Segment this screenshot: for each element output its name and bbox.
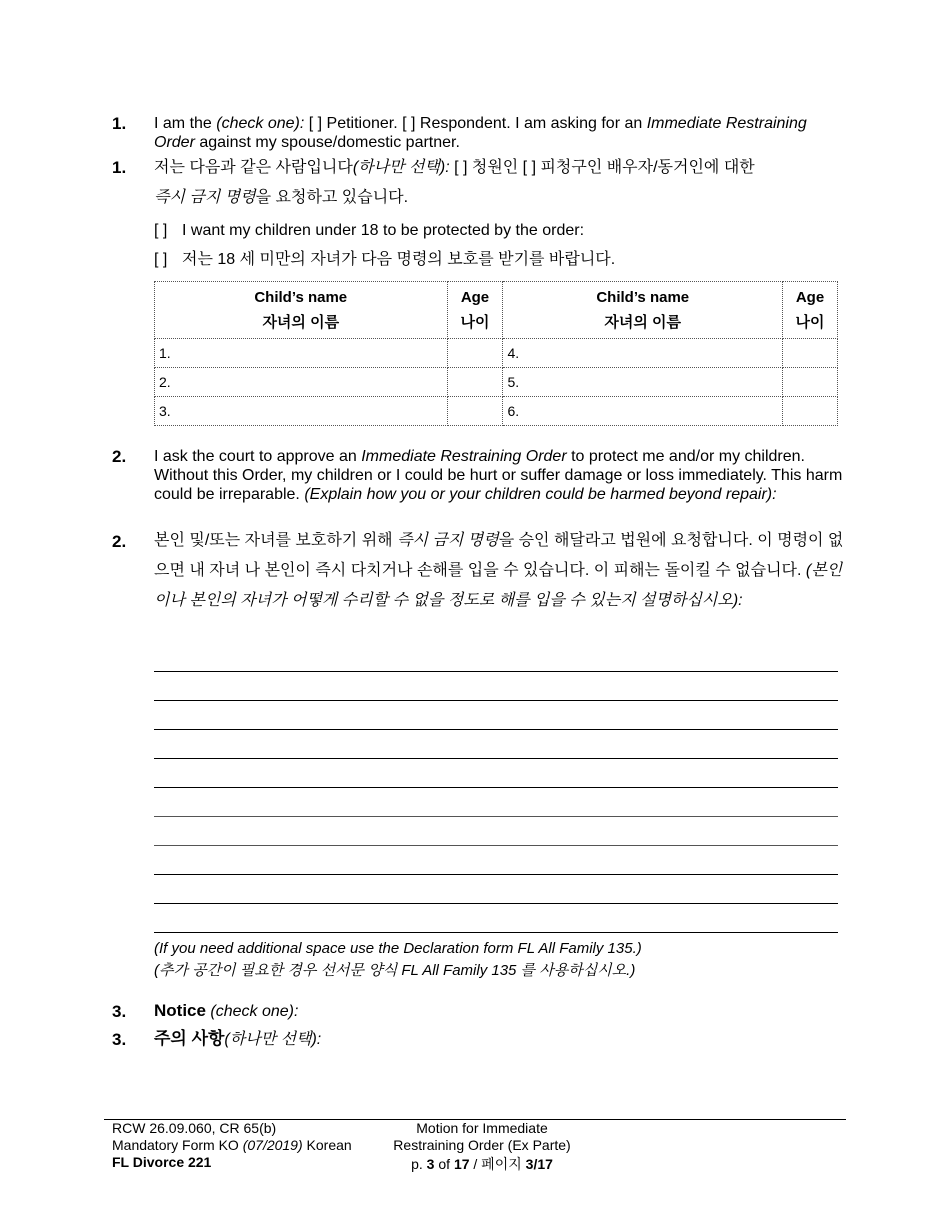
- item2-korean-text: [154, 526, 844, 616]
- item1-ko-part3: 을 요청하고 있습니다.: [255, 189, 409, 206]
- explanation-line[interactable]: [154, 845, 838, 846]
- item1-ko-order: 즉시 금지 명령: [154, 189, 256, 206]
- footer-page-number: p. 3 of 17 / 페이지 3/17: [411, 1156, 553, 1172]
- item2-english-text: [154, 447, 844, 504]
- explanation-line[interactable]: [154, 671, 838, 672]
- item2-en-explain: (Explain how you or your children could be harmed beyond repair):: [304, 486, 777, 503]
- item2-en-part1: I ask the court to approve an: [154, 448, 362, 465]
- item1-ko-part1: 저는 다음과 같은 사람입니다: [154, 159, 353, 176]
- explanation-line[interactable]: [154, 816, 838, 817]
- item3-ko-number: 3.: [112, 1030, 127, 1049]
- additional-space-note: [154, 938, 642, 982]
- children-checkbox-row-en[interactable]: [154, 222, 584, 240]
- note-ko: (추가 공간이 필요한 경우 선서문 양식 FL All Family 135 를 사용하십시오.): [154, 962, 636, 979]
- footer-title-line2: Restraining Order (Ex Parte): [393, 1137, 571, 1153]
- item1-en-part1: I am the: [154, 115, 217, 132]
- item2-number: 2.: [112, 447, 127, 466]
- item1-en-part2: [ ] Petitioner. [ ] Respondent. I am asking for an: [304, 115, 647, 132]
- child-name-field[interactable]: 2.: [155, 368, 448, 397]
- item2-ko-order: 즉시 금지 명령: [397, 532, 499, 549]
- child-age-field[interactable]: [447, 397, 503, 426]
- children-table-header: [155, 282, 838, 339]
- item2-en-part2: to protect me and/or my children. Without this Order, my children or I could be hurt or suffer damage or loss immediately. This harm could be irreparable.: [154, 448, 843, 503]
- header-child-name-2: Child’s name 자녀의 이름: [503, 282, 783, 339]
- explanation-line[interactable]: [154, 729, 838, 730]
- item2-ko-part2: 을 승인 해달라고 법원에 요청합니다. 이 명령이 없으면 내 자녀 나 본인이 즉시 다치거나 손해를 입을 수 있습니다. 이 피해는 돌이킬 수 없습니다.: [154, 532, 844, 579]
- explanation-line[interactable]: [154, 758, 838, 759]
- item1-ko-check-one: (하나만 선택):: [352, 159, 450, 176]
- item1-en-order: Immediate Restraining Order: [154, 115, 807, 151]
- notice-title: Notice: [154, 1001, 206, 1020]
- child-age-field[interactable]: [447, 368, 503, 397]
- item2-ko-part1: 본인 및/또는 자녀를 보호하기 위해: [154, 532, 398, 549]
- explanation-line[interactable]: [154, 700, 838, 701]
- children-checkbox-row-ko[interactable]: [154, 246, 615, 269]
- child-age-field[interactable]: [783, 368, 838, 397]
- table-row: [155, 368, 838, 397]
- item1-ko-number: 1.: [112, 158, 127, 177]
- child-name-field[interactable]: 4.: [503, 339, 783, 368]
- header-age-2: Age 나이: [783, 282, 838, 339]
- item1-ko-part2: [ ] 청원인 [ ] 피청구인 배우자/동거인에 대한: [449, 159, 755, 176]
- child-age-field[interactable]: [447, 339, 503, 368]
- children-checkbox-label-ko: 저는 18 세 미만의 자녀가 다음 명령의 보호를 받기를 바랍니다.: [182, 251, 616, 268]
- item1-number: 1.: [112, 114, 127, 133]
- children-table: [154, 281, 838, 426]
- children-checkbox-label: I want my children under 18 to be protected by the order:: [182, 222, 585, 239]
- item2-ko-explain: (본인이나 본인의 자녀가 어떻게 수리할 수 없을 정도로 해를 입을 수 있는지 설명하십시오):: [154, 562, 843, 609]
- explanation-line[interactable]: [154, 903, 838, 904]
- header-age-1: Age 나이: [447, 282, 503, 339]
- item3-number: 3.: [112, 1002, 127, 1021]
- item2-en-order: Immediate Restraining Order: [361, 448, 567, 465]
- explanation-line[interactable]: [154, 787, 838, 788]
- notice-title-ko: 주의 사항: [154, 1029, 225, 1048]
- child-name-field[interactable]: 5.: [503, 368, 783, 397]
- footer-left: [112, 1120, 352, 1171]
- explanation-line[interactable]: [154, 874, 838, 875]
- table-row: [155, 339, 838, 368]
- item1-en-part3: against my spouse/domestic partner.: [194, 134, 460, 151]
- footer-mandatory-form: Mandatory Form KO (07/2019) Korean: [112, 1137, 352, 1153]
- notice-check-one-ko: (하나만 선택):: [224, 1031, 322, 1048]
- child-age-field[interactable]: [783, 397, 838, 426]
- notice-check-one: (check one):: [205, 1003, 299, 1020]
- item3-english-text: [154, 1001, 844, 1021]
- item1-en-check-one: (check one):: [216, 115, 305, 132]
- child-name-field[interactable]: 1.: [155, 339, 448, 368]
- table-row: [155, 397, 838, 426]
- note-en: (If you need additional space use the Declaration form FL All Family 135.): [154, 940, 642, 957]
- explanation-line[interactable]: [154, 932, 838, 933]
- item3-korean-text: [154, 1029, 844, 1049]
- children-checkbox[interactable]: [ ]: [154, 222, 168, 239]
- footer-title-line1: Motion for Immediate: [416, 1120, 548, 1136]
- child-name-field[interactable]: 3.: [155, 397, 448, 426]
- children-checkbox-ko[interactable]: [ ]: [154, 251, 168, 268]
- footer-form-id: FL Divorce 221: [112, 1154, 212, 1170]
- child-name-field[interactable]: 6.: [503, 397, 783, 426]
- header-child-name-1: Child’s name 자녀의 이름: [155, 282, 448, 339]
- item2-ko-number: 2.: [112, 532, 127, 551]
- item1-korean-text: [154, 153, 844, 213]
- item1-english-text: [154, 114, 844, 152]
- footer-rcw: RCW 26.09.060, CR 65(b): [112, 1120, 277, 1136]
- footer-center: [382, 1120, 582, 1173]
- child-age-field[interactable]: [783, 339, 838, 368]
